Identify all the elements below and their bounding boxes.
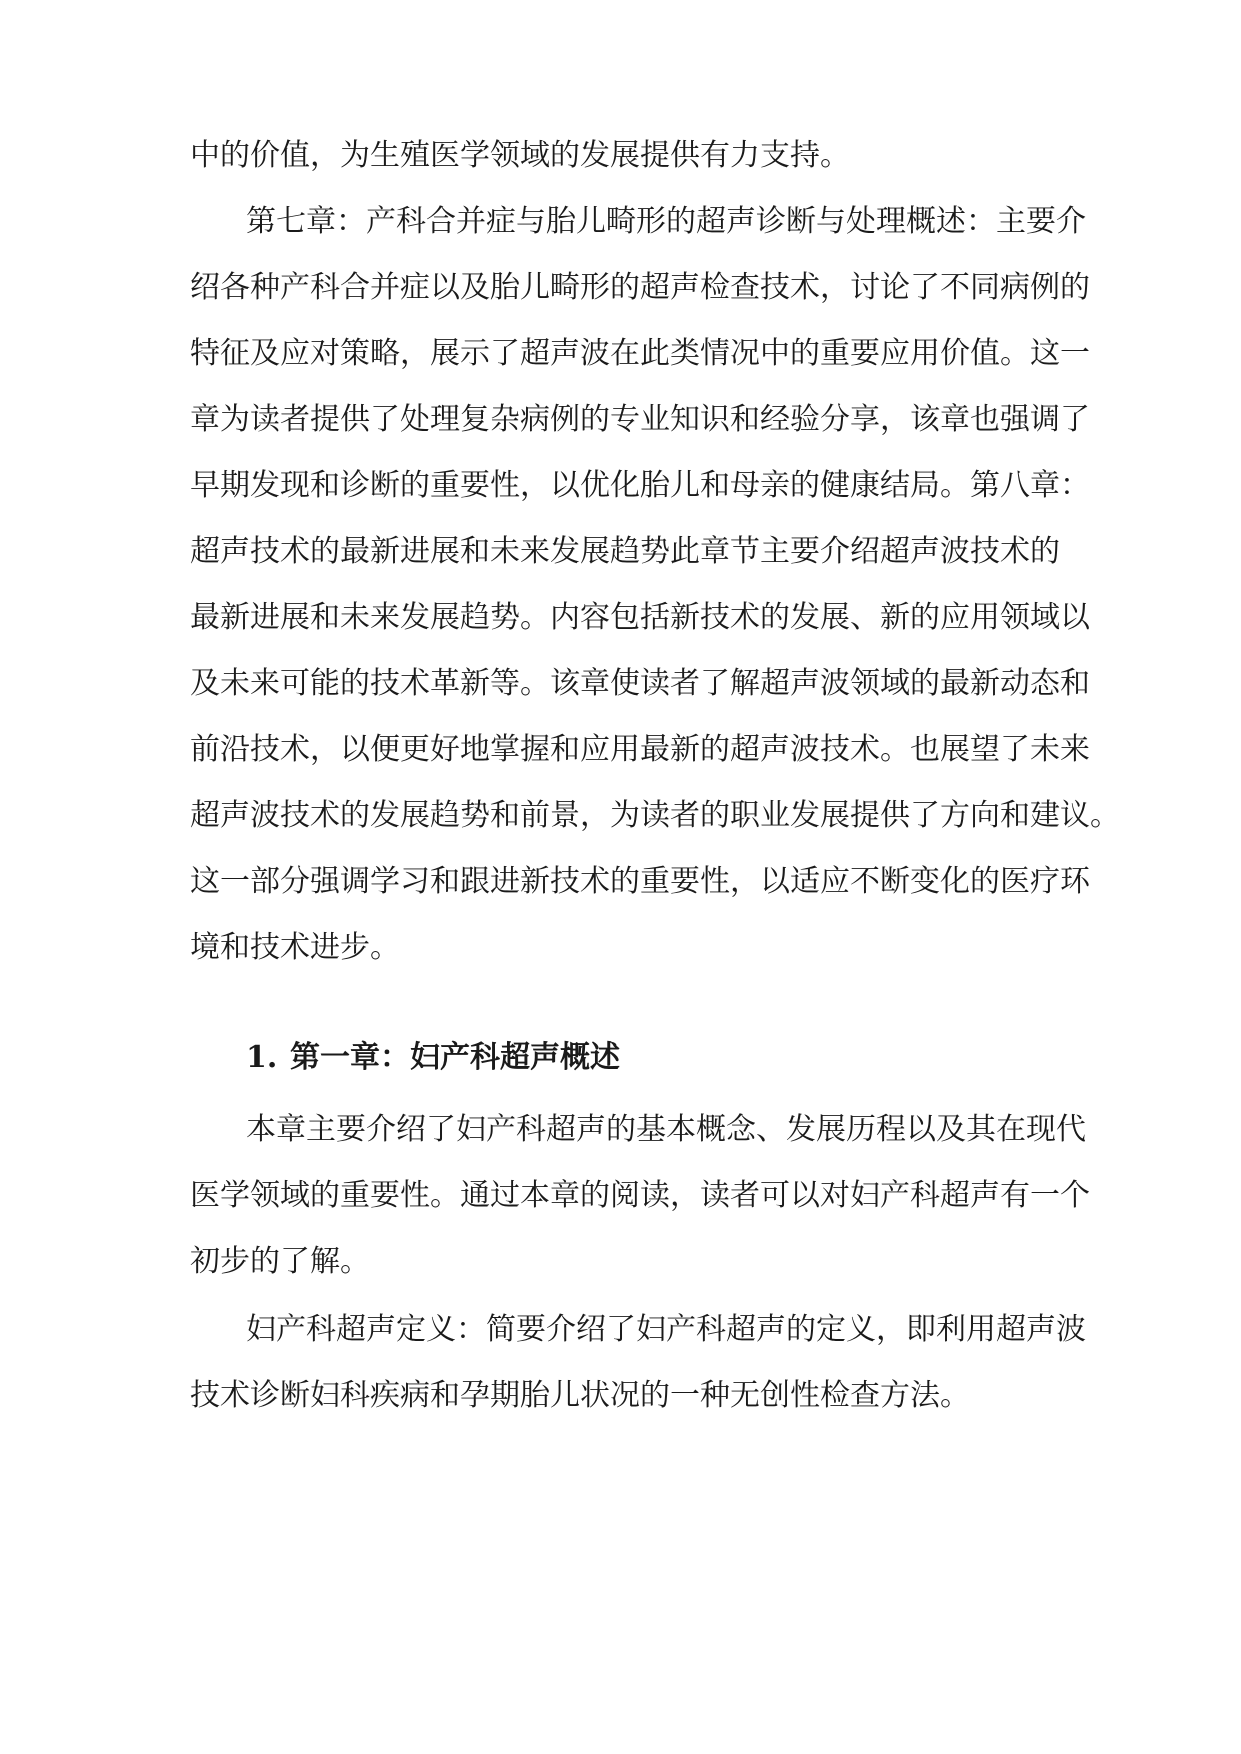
text-line: 这一部分强调学习和跟进新技术的重要性，以适应不断变化的医疗环 <box>190 864 1090 899</box>
text-line: 境和技术进步。 <box>190 930 400 965</box>
text-line: 及未来可能的技术革新等。该章使读者了解超声波领域的最新动态和 <box>190 666 1090 701</box>
text-line: 本章主要介绍了妇产科超声的基本概念、发展历程以及其在现代 <box>246 1112 1086 1147</box>
text-line: 妇产科超声定义：简要介绍了妇产科超声的定义，即利用超声波 <box>246 1312 1086 1347</box>
text-line: 初步的了解。 <box>190 1244 370 1279</box>
text-line: 超声技术的最新进展和未来发展趋势此章节主要介绍超声波技术的 <box>190 534 1060 569</box>
text-line: 绍各种产科合并症以及胎儿畸形的超声检查技术，讨论了不同病例的 <box>190 270 1090 305</box>
text-line: 医学领域的重要性。通过本章的阅读，读者可以对妇产科超声有一个 <box>190 1178 1090 1213</box>
text-line: 前沿技术，以便更好地掌握和应用最新的超声波技术。也展望了未来 <box>190 732 1090 767</box>
text-line: 早期发现和诊断的重要性，以优化胎儿和母亲的健康结局。第八章： <box>190 468 1090 503</box>
text-line: 技术诊断妇科疾病和孕期胎儿状况的一种无创性检查方法。 <box>190 1378 970 1413</box>
text-line: 中的价值，为生殖医学领域的发展提供有力支持。 <box>190 138 850 173</box>
text-line: 特征及应对策略，展示了超声波在此类情况中的重要应用价值。这一 <box>190 336 1090 371</box>
text-line: 超声波技术的发展趋势和前景，为读者的职业发展提供了方向和建议。 <box>190 798 1120 833</box>
text-line: 第七章：产科合并症与胎儿畸形的超声诊断与处理概述：主要介 <box>246 204 1086 239</box>
section-title: 第一章：妇产科超声概述 <box>290 1040 620 1075</box>
text-line: 章为读者提供了处理复杂病例的专业知识和经验分享，该章也强调了 <box>190 402 1090 437</box>
section-heading <box>246 1038 620 1078</box>
section-number: 1. <box>246 1040 278 1075</box>
text-line: 最新进展和未来发展趋势。内容包括新技术的发展、新的应用领域以 <box>190 600 1090 635</box>
